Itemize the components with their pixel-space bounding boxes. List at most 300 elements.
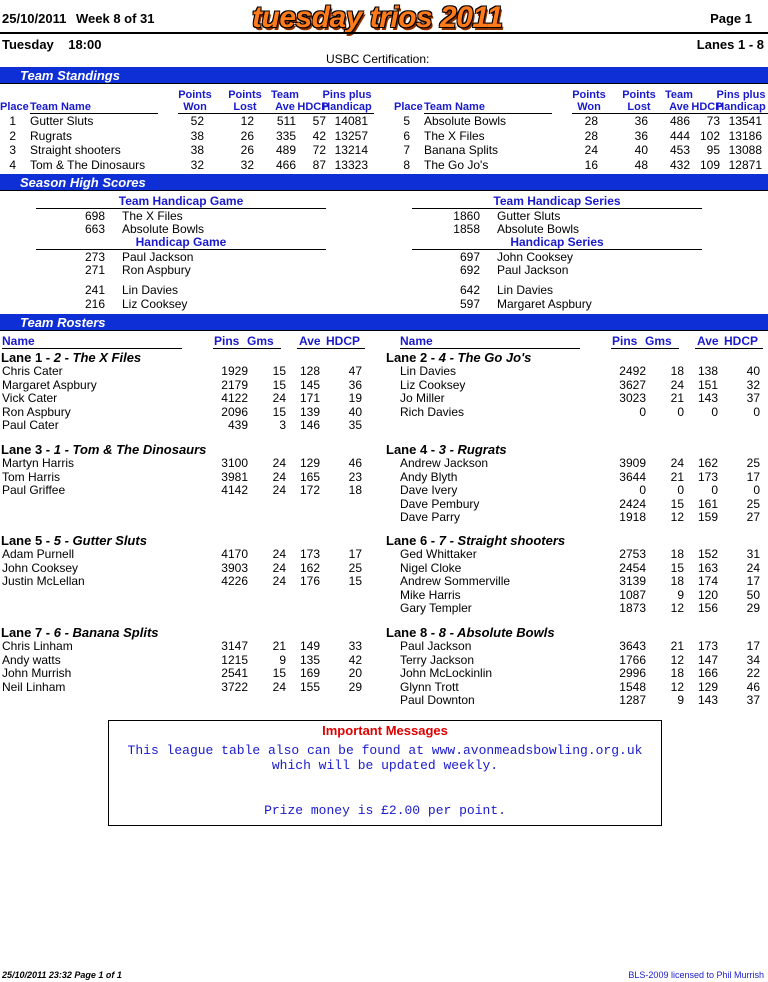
lane-header — [386, 442, 507, 457]
standing-points-lost: 26 — [240, 143, 254, 157]
player-pins: 1929 — [221, 364, 248, 378]
player-hdcp: 0 — [753, 404, 760, 419]
standing-team-ave: 335 — [275, 128, 296, 143]
player-average: 129 — [299, 456, 320, 470]
player-average: 138 — [697, 364, 718, 378]
high-score-name: Paul Jackson — [122, 250, 194, 264]
player-pins: 1087 — [619, 587, 646, 602]
player-pins: 3644 — [619, 469, 646, 484]
player-average: 173 — [299, 547, 320, 561]
player-name: Rich Davies — [400, 404, 465, 419]
player-pins: 2454 — [619, 560, 646, 575]
player-pins: 1215 — [221, 652, 248, 667]
player-games: 24 — [272, 391, 286, 405]
section-team-standings: Team Standings — [0, 67, 768, 84]
player-hdcp: 46 — [348, 456, 362, 470]
player-hdcp: 25 — [746, 496, 760, 511]
lane-header — [1, 350, 141, 365]
lane-label: Lane 2 - — [386, 350, 439, 365]
col-header-team-ave: Team Ave — [271, 89, 299, 113]
player-pins: 2753 — [619, 547, 646, 561]
team-hcp-series-title: Team Handicap Series — [493, 194, 621, 208]
player-pins: 3903 — [221, 560, 248, 575]
player-pins: 2096 — [221, 404, 248, 419]
player-average: 173 — [697, 639, 718, 653]
player-games: 12 — [670, 652, 684, 667]
player-games: 24 — [272, 574, 286, 588]
player-games: 12 — [670, 510, 684, 524]
player-hdcp: 31 — [746, 547, 760, 561]
player-name: Adam Purnell — [2, 547, 75, 561]
player-games: 12 — [670, 679, 684, 694]
standing-team-name: Straight shooters — [30, 143, 121, 157]
player-average: 120 — [697, 587, 718, 602]
standing-pins-plus: 13214 — [334, 143, 368, 157]
player-pins: 3023 — [619, 391, 646, 405]
player-games: 15 — [272, 666, 286, 680]
roster-header-underline — [213, 348, 281, 349]
team-hcp-game-title: Team Handicap Game — [118, 194, 244, 208]
lane-team-name: 6 - Banana Splits — [53, 625, 159, 640]
player-pins: 1287 — [619, 693, 646, 707]
player-pins: 4226 — [221, 574, 248, 588]
standing-team-name: Banana Splits — [424, 143, 499, 157]
standing-team-ave: 489 — [275, 143, 296, 157]
player-hdcp: 23 — [348, 469, 362, 484]
player-games: 15 — [670, 496, 684, 511]
player-average: 165 — [299, 469, 320, 484]
player-games: 9 — [279, 652, 286, 667]
player-pins: 2996 — [619, 666, 646, 680]
col-header-points-lost: Points Lost — [228, 89, 262, 113]
player-games: 18 — [670, 364, 684, 378]
player-name: Nigel Cloke — [400, 560, 462, 575]
player-hdcp: 47 — [348, 364, 362, 378]
col-header-place: Place — [394, 101, 423, 113]
player-average: 129 — [697, 679, 718, 694]
player-hdcp: 46 — [746, 679, 760, 694]
lane-team-name: 7 - Straight shooters — [438, 533, 566, 548]
player-name: Terry Jackson — [400, 652, 475, 667]
player-average: 156 — [697, 601, 718, 615]
player-hdcp: 40 — [348, 404, 362, 419]
player-games: 21 — [272, 639, 286, 653]
player-average: 161 — [697, 496, 718, 511]
player-name: Ged Whittaker — [400, 547, 477, 561]
high-score-name: The X Files — [122, 209, 183, 223]
col-header-team-ave: Team Ave — [665, 89, 693, 113]
player-pins: 4142 — [221, 483, 248, 497]
standing-pins-plus: 13186 — [728, 128, 762, 143]
footer-timestamp: 25/10/2011 23:32 Page 1 of 1 — [2, 970, 122, 980]
standing-place: 6 — [403, 128, 410, 143]
player-games: 18 — [670, 574, 684, 588]
report-date: 25/10/2011 — [2, 11, 67, 26]
player-name: Jo Miller — [400, 391, 445, 405]
player-average: 159 — [697, 510, 718, 524]
player-games: 0 — [677, 404, 684, 419]
player-hdcp: 29 — [348, 679, 362, 694]
player-name: Andy watts — [2, 652, 61, 667]
player-name: Andrew Sommerville — [400, 574, 511, 588]
player-pins: 2424 — [619, 496, 646, 511]
standing-team-name: Rugrats — [30, 128, 73, 143]
player-games: 21 — [670, 469, 684, 484]
roster-header-ave: Ave — [299, 334, 321, 348]
player-name: Martyn Harris — [2, 456, 75, 470]
standing-pins-plus: 12871 — [728, 157, 762, 172]
standing-place: 7 — [403, 143, 410, 157]
lane-header — [1, 533, 147, 548]
player-average: 135 — [299, 652, 320, 667]
high-score-name: Absolute Bowls — [497, 222, 580, 236]
player-hdcp: 17 — [746, 469, 760, 484]
lane-team-name: 2 - The X Files — [53, 350, 142, 365]
player-pins: 3100 — [221, 456, 248, 470]
standing-place: 4 — [9, 157, 16, 172]
high-score-name: Lin Davies — [122, 283, 179, 297]
player-hdcp: 15 — [348, 574, 362, 588]
message-line-3: Prize money is £2.00 per point. — [264, 803, 506, 818]
player-hdcp: 17 — [348, 547, 362, 561]
standing-hdcp: 109 — [699, 157, 720, 172]
player-hdcp: 37 — [746, 391, 760, 405]
standing-pins-plus: 14081 — [334, 114, 368, 128]
player-name: Paul Cater — [2, 418, 59, 432]
player-average: 0 — [711, 483, 718, 497]
player-games: 15 — [272, 404, 286, 419]
col-header-points-won: Points Won — [178, 89, 212, 113]
player-name: Gary Templer — [400, 601, 472, 615]
player-hdcp: 19 — [348, 391, 362, 405]
player-games: 24 — [272, 469, 286, 484]
player-average: 162 — [299, 560, 320, 575]
player-pins: 2179 — [221, 377, 248, 392]
standing-place: 3 — [9, 143, 16, 157]
player-pins: 0 — [639, 483, 646, 497]
lane-label: Lane 7 - — [1, 625, 54, 640]
standing-points-lost: 12 — [240, 114, 254, 128]
player-average: 143 — [697, 693, 718, 707]
standing-team-ave: 486 — [669, 114, 690, 128]
week-indicator: Week 8 of 31 — [76, 11, 155, 26]
day-time: Tuesday 18:00 — [2, 37, 102, 52]
player-name: Liz Cooksey — [400, 377, 466, 392]
high-score-value: 273 — [84, 250, 105, 264]
lane-label: Lane 6 - — [386, 533, 439, 548]
standing-team-ave: 453 — [669, 143, 690, 157]
standing-points-won: 38 — [190, 128, 204, 143]
player-average: 147 — [697, 652, 718, 667]
high-score-name: Margaret Aspbury — [497, 297, 592, 311]
standing-points-won: 32 — [190, 157, 204, 172]
message-line-2: which will be updated weekly. — [271, 758, 499, 773]
player-name: John McLockinlin — [400, 666, 493, 680]
standing-points-won: 52 — [190, 114, 204, 128]
standing-points-lost: 32 — [240, 157, 254, 172]
player-average: 149 — [299, 639, 320, 653]
high-score-value: 663 — [84, 222, 105, 236]
standing-points-lost: 36 — [634, 128, 648, 143]
player-hdcp: 20 — [348, 666, 362, 680]
player-pins: 3139 — [619, 574, 646, 588]
lane-header — [1, 442, 206, 457]
col-header-hdcp: HDCP — [691, 101, 723, 113]
roster-header-name: Name — [400, 334, 433, 348]
player-name: Neil Linham — [2, 679, 66, 694]
player-pins: 4122 — [221, 391, 248, 405]
standing-pins-plus: 13088 — [728, 143, 762, 157]
player-games: 15 — [272, 377, 286, 392]
player-hdcp: 42 — [348, 652, 362, 667]
roster-header-hdcp: HDCP — [326, 334, 361, 348]
roster-header-underline — [297, 348, 365, 349]
player-name: Ron Aspbury — [2, 404, 71, 419]
standing-hdcp: 57 — [312, 114, 326, 128]
col-header-hdcp: HDCP — [297, 101, 329, 113]
player-hdcp: 29 — [746, 601, 760, 615]
lane-team-name: 1 - Tom & The Dinosaurs — [53, 442, 207, 457]
player-average: 139 — [299, 404, 320, 419]
player-games: 12 — [670, 601, 684, 615]
col-header-points-won: Points Won — [572, 89, 606, 113]
page-number: Page 1 — [710, 11, 752, 26]
player-pins: 1766 — [619, 652, 646, 667]
player-hdcp: 40 — [746, 364, 760, 378]
hcp-game-title: Handicap Game — [135, 235, 227, 249]
roster-header-name: Name — [2, 334, 35, 348]
player-average: 145 — [299, 377, 320, 392]
player-name: Justin McLellan — [2, 574, 85, 588]
player-name: Andrew Jackson — [400, 456, 489, 470]
player-hdcp: 22 — [746, 666, 760, 680]
player-name: John Cooksey — [2, 560, 79, 575]
standing-pins-plus: 13257 — [334, 128, 368, 143]
player-hdcp: 37 — [746, 693, 760, 707]
player-average: 128 — [299, 364, 320, 378]
player-average: 172 — [299, 483, 320, 497]
player-average: 143 — [697, 391, 718, 405]
lane-team-name: 8 - Absolute Bowls — [438, 625, 555, 640]
player-games: 3 — [279, 418, 286, 432]
player-name: Chris Linham — [2, 639, 73, 653]
player-name: Dave Parry — [400, 510, 461, 524]
col-header-team-name: Team Name — [424, 101, 485, 113]
standing-team-name: Absolute Bowls — [424, 114, 507, 128]
standing-team-name: Tom & The Dinosaurs — [30, 157, 146, 172]
high-score-value: 216 — [84, 297, 105, 311]
player-name: Glynn Trott — [400, 679, 459, 694]
player-pins: 2541 — [221, 666, 248, 680]
lane-label: Lane 8 - — [386, 625, 439, 640]
lane-label: Lane 1 - — [1, 350, 54, 365]
standing-place: 5 — [403, 114, 410, 128]
player-games: 21 — [670, 639, 684, 653]
col-header-pins-plus: Pins plus Handicap — [322, 89, 372, 113]
high-score-name: Ron Aspbury — [122, 263, 191, 277]
player-name: Vick Cater — [2, 391, 58, 405]
player-average: 146 — [299, 418, 320, 432]
player-name: Paul Downton — [400, 693, 475, 707]
roster-header-underline — [400, 348, 580, 349]
standing-hdcp: 87 — [312, 157, 326, 172]
high-score-value: 597 — [459, 297, 480, 311]
lane-team-name: 4 - The Go Jo's — [438, 350, 532, 365]
standing-points-lost: 36 — [634, 114, 648, 128]
player-average: 163 — [697, 560, 718, 575]
high-score-value: 1858 — [453, 222, 480, 236]
standing-place: 1 — [9, 114, 16, 128]
player-games: 24 — [670, 456, 684, 470]
standing-points-lost: 40 — [634, 143, 648, 157]
player-hdcp: 27 — [746, 510, 760, 524]
player-games: 0 — [677, 483, 684, 497]
player-average: 174 — [697, 574, 718, 588]
player-hdcp: 17 — [746, 574, 760, 588]
roster-header-underline — [2, 348, 182, 349]
player-games: 15 — [670, 560, 684, 575]
lane-label: Lane 5 - — [1, 533, 54, 548]
league-logo: tuesday trios 2011 — [252, 1, 503, 34]
standing-team-name: The Go Jo's — [424, 157, 489, 172]
player-games: 18 — [670, 547, 684, 561]
lane-header — [386, 625, 555, 640]
player-average: 0 — [711, 404, 718, 419]
standing-points-lost: 26 — [240, 128, 254, 143]
player-hdcp: 17 — [746, 639, 760, 653]
high-score-name: Liz Cooksey — [122, 297, 188, 311]
standing-points-won: 28 — [584, 114, 598, 128]
lanes-range: Lanes 1 - 8 — [696, 37, 764, 52]
standing-team-ave: 444 — [669, 128, 690, 143]
player-name: Andy Blyth — [400, 469, 458, 484]
standing-hdcp: 73 — [706, 114, 720, 128]
player-average: 173 — [697, 469, 718, 484]
player-average: 155 — [299, 679, 320, 694]
roster-header-ave: Ave — [697, 334, 719, 348]
standing-team-name: Gutter Sluts — [30, 114, 94, 128]
roster-header-gms: Gms — [247, 334, 274, 348]
player-games: 24 — [272, 547, 286, 561]
player-hdcp: 18 — [348, 483, 362, 497]
roster-header-underline — [695, 348, 763, 349]
player-average: 176 — [299, 574, 320, 588]
player-name: Dave Pembury — [400, 496, 480, 511]
player-name: John Murrish — [2, 666, 72, 680]
player-games: 24 — [272, 456, 286, 470]
standing-points-lost: 48 — [634, 157, 648, 172]
header-divider — [0, 32, 768, 34]
lane-label: Lane 3 - — [1, 442, 54, 457]
high-score-name: Gutter Sluts — [497, 209, 561, 223]
player-name: Chris Cater — [2, 364, 63, 378]
lane-header — [386, 350, 531, 365]
hcp-series-title: Handicap Series — [510, 235, 604, 249]
footer-license: BLS-2009 licensed to Phil Murrish — [628, 970, 764, 980]
player-games: 24 — [272, 679, 286, 694]
player-games: 24 — [272, 483, 286, 497]
player-name: Paul Jackson — [400, 639, 472, 653]
standing-points-won: 28 — [584, 128, 598, 143]
player-hdcp: 32 — [746, 377, 760, 392]
high-score-value: 241 — [84, 283, 105, 297]
player-pins: 2492 — [619, 364, 646, 378]
player-pins: 3722 — [221, 679, 248, 694]
lane-label: Lane 4 - — [386, 442, 439, 457]
player-games: 21 — [670, 391, 684, 405]
lane-team-name: 3 - Rugrats — [438, 442, 507, 457]
col-header-place: Place — [0, 101, 29, 113]
standing-hdcp: 72 — [312, 143, 326, 157]
player-hdcp: 34 — [746, 652, 760, 667]
high-score-value: 1860 — [453, 209, 480, 223]
col-header-points-lost: Points Lost — [622, 89, 656, 113]
player-hdcp: 36 — [348, 377, 362, 392]
player-name: Tom Harris — [2, 469, 61, 484]
player-hdcp: 35 — [348, 418, 362, 432]
player-games: 9 — [677, 587, 684, 602]
standing-hdcp: 42 — [312, 128, 326, 143]
player-name: Mike Harris — [400, 587, 461, 602]
section-team-rosters: Team Rosters — [0, 314, 768, 331]
col-header-pins-plus: Pins plus Handicap — [716, 89, 766, 113]
player-hdcp: 0 — [753, 483, 760, 497]
roster-header-hdcp: HDCP — [724, 334, 759, 348]
lane-team-name: 5 - Gutter Sluts — [53, 533, 147, 548]
player-name: Paul Griffee — [2, 483, 66, 497]
col-header-team-name: Team Name — [30, 101, 91, 113]
player-games: 9 — [677, 693, 684, 707]
high-score-name: Paul Jackson — [497, 263, 569, 277]
player-average: 151 — [697, 377, 718, 392]
player-pins: 3909 — [619, 456, 646, 470]
player-hdcp: 25 — [746, 456, 760, 470]
player-name: Dave Ivery — [400, 483, 458, 497]
roster-header-pins: Pins — [612, 334, 638, 348]
player-games: 24 — [272, 560, 286, 575]
standing-pins-plus: 13323 — [334, 157, 368, 172]
player-games: 18 — [670, 666, 684, 680]
player-average: 152 — [697, 547, 718, 561]
standing-place: 2 — [9, 128, 16, 143]
lane-header — [1, 625, 159, 640]
standing-points-won: 38 — [190, 143, 204, 157]
roster-header-gms: Gms — [645, 334, 672, 348]
messages-title: Important Messages — [322, 723, 448, 738]
player-games: 15 — [272, 364, 286, 378]
roster-header-pins: Pins — [214, 334, 240, 348]
player-pins: 3627 — [619, 377, 646, 392]
high-score-value: 698 — [84, 209, 105, 223]
player-average: 169 — [299, 666, 320, 680]
standing-team-name: The X Files — [424, 128, 485, 143]
standing-place: 8 — [403, 157, 410, 172]
player-pins: 1873 — [619, 601, 646, 615]
player-pins: 1918 — [619, 510, 646, 524]
message-line-1: This league table also can be found at www.avonmeadsbowling.org.uk — [127, 743, 643, 758]
high-score-value: 271 — [84, 263, 105, 277]
high-score-value: 642 — [459, 283, 480, 297]
player-hdcp: 24 — [746, 560, 760, 575]
standing-team-ave: 511 — [276, 114, 296, 128]
standing-points-won: 16 — [584, 157, 598, 172]
high-score-name: Lin Davies — [497, 283, 554, 297]
player-pins: 4170 — [221, 547, 248, 561]
section-season-high-scores: Season High Scores — [0, 174, 768, 191]
lane-header — [386, 533, 565, 548]
standing-pins-plus: 13541 — [728, 114, 762, 128]
player-average: 171 — [299, 391, 320, 405]
